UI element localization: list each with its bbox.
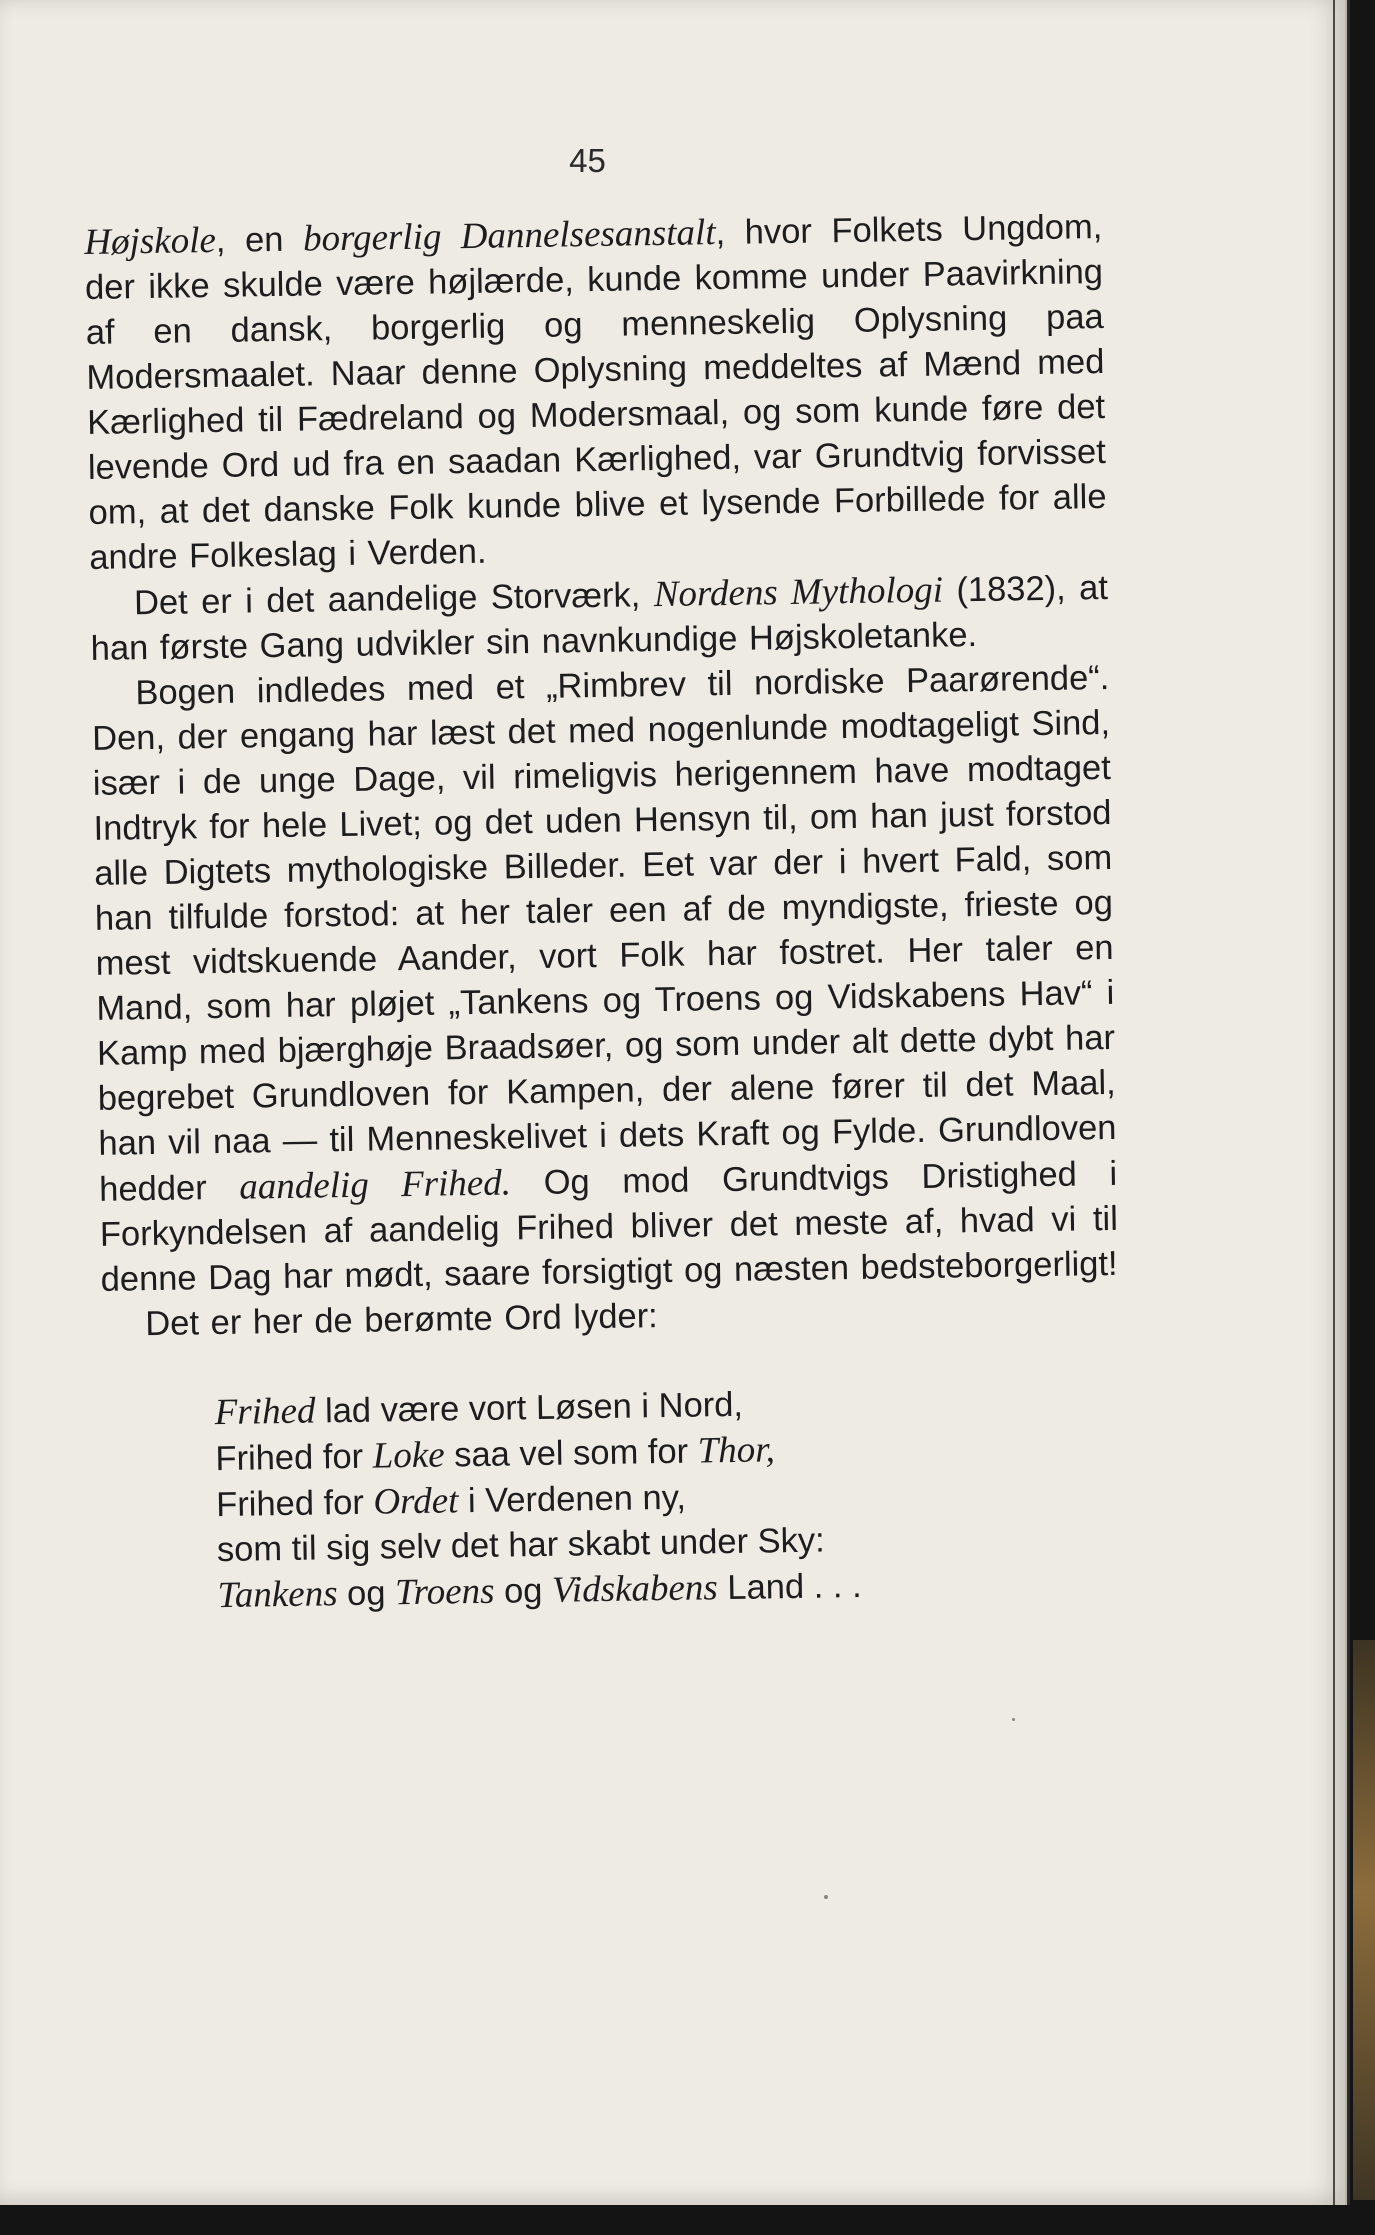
italic-phrase: Thor, — [697, 1429, 776, 1472]
italic-phrase: Tankens — [217, 1573, 338, 1617]
italic-phrase: Ordet — [373, 1480, 459, 1523]
book-spine — [1353, 1640, 1375, 2200]
text-run: Det er i det aandelige Storværk, — [133, 576, 655, 623]
text-run: som til sig selv det har skabt under Sky: — [216, 1521, 825, 1570]
text-run: Frihed for — [215, 1483, 374, 1525]
text-run: , hvor Folkets Ungdom, der ikke skulde være højlærde, kunde komme under Paavirkning af en dansk, borgerlig og menneskelig Oplysning paa Modersmaalet. Naar denne Oplysning meddeltes af Mænd med Kærlighed til Fædreland og Modersmaal, og som kunde føre det levende Ord ud fra en saadan Kærlighed, var Grundtvig forvisset om, at det danske Folk kunde blive et lysende Forbillede for alle andre Folkeslag i Verden. — [84, 208, 1107, 577]
text-run: Og mod Grundtvigs Dristighed i Forkyndelsen af aandelig Frihed bliver det meste af, hvad vi til denne Dag har mødt, saare forsigtigt og næsten bedsteborgerligt! — [99, 1154, 1119, 1299]
body-text — [84, 204, 1124, 1621]
italic-phrase: Frihed — [214, 1390, 316, 1434]
text-run: Frihed for — [215, 1437, 373, 1479]
paper-speck — [824, 1895, 828, 1899]
italic-phrase: borgerlig Dannelsesanstalt — [302, 212, 716, 260]
text-run: (1832), at han første Gang udvikler sin navnkundige Højskoletanke. — [90, 568, 1109, 668]
text-run: Bogen indledes med et „Rimbrev til nordiske Paarørende“. Den, der engang har læst det med nogenlunde modtageligt Sind, især i de unge Dage, vil rimeligvis herigennem have modtaget Indtryk for hele Livet; og det uden Hensyn til, om han just forstod alle Digtets mythologiske Billeder. Eet var der i hvert Fald, som han tilfulde forstod: at her taler een af de myndigste, frieste og mest vidtskuende Aander, vort Folk har fostret. Her taler en Mand, som har pløjet „Tankens og Troens og Vidskabens Hav“ i Kamp med bjærghøje Braadsøer, og som under alt dette dybt har begrebet Grundloven for Kampen, der alene fører til det Maal, han vil naa — til Menneskelivet i dets Kraft og Fylde. Grundloven hedder — [91, 658, 1117, 1209]
italic-phrase: Nordens Mythologi — [653, 569, 944, 616]
italic-phrase: Vidskabens — [551, 1567, 719, 1611]
italic-phrase: Loke — [372, 1434, 445, 1477]
text-run: og — [337, 1574, 396, 1614]
paper-speck — [1012, 1718, 1015, 1721]
page-number: 45 — [569, 142, 606, 179]
text-run: lad være vort Løsen i Nord, — [315, 1385, 744, 1431]
text-run: , en — [215, 220, 304, 260]
paragraph-2 — [90, 565, 1109, 672]
paragraph-1 — [84, 204, 1108, 581]
text-run: i Verdenen ny, — [458, 1478, 687, 1521]
text-run: saa vel som for — [444, 1432, 698, 1475]
paragraph-3 — [91, 656, 1119, 1303]
verse-quote — [214, 1376, 1123, 1619]
binding-edge — [1347, 0, 1350, 2205]
text-run: Land . . . — [717, 1566, 862, 1608]
text-run: og — [494, 1571, 553, 1611]
page-edge-line — [1333, 0, 1335, 2205]
italic-phrase: Højskole — [84, 219, 217, 263]
italic-phrase: Troens — [394, 1570, 495, 1614]
text-run: Det er her de berømte Ord lyder: — [145, 1297, 659, 1344]
italic-phrase: aandelig Frihed. — [238, 1162, 512, 1208]
